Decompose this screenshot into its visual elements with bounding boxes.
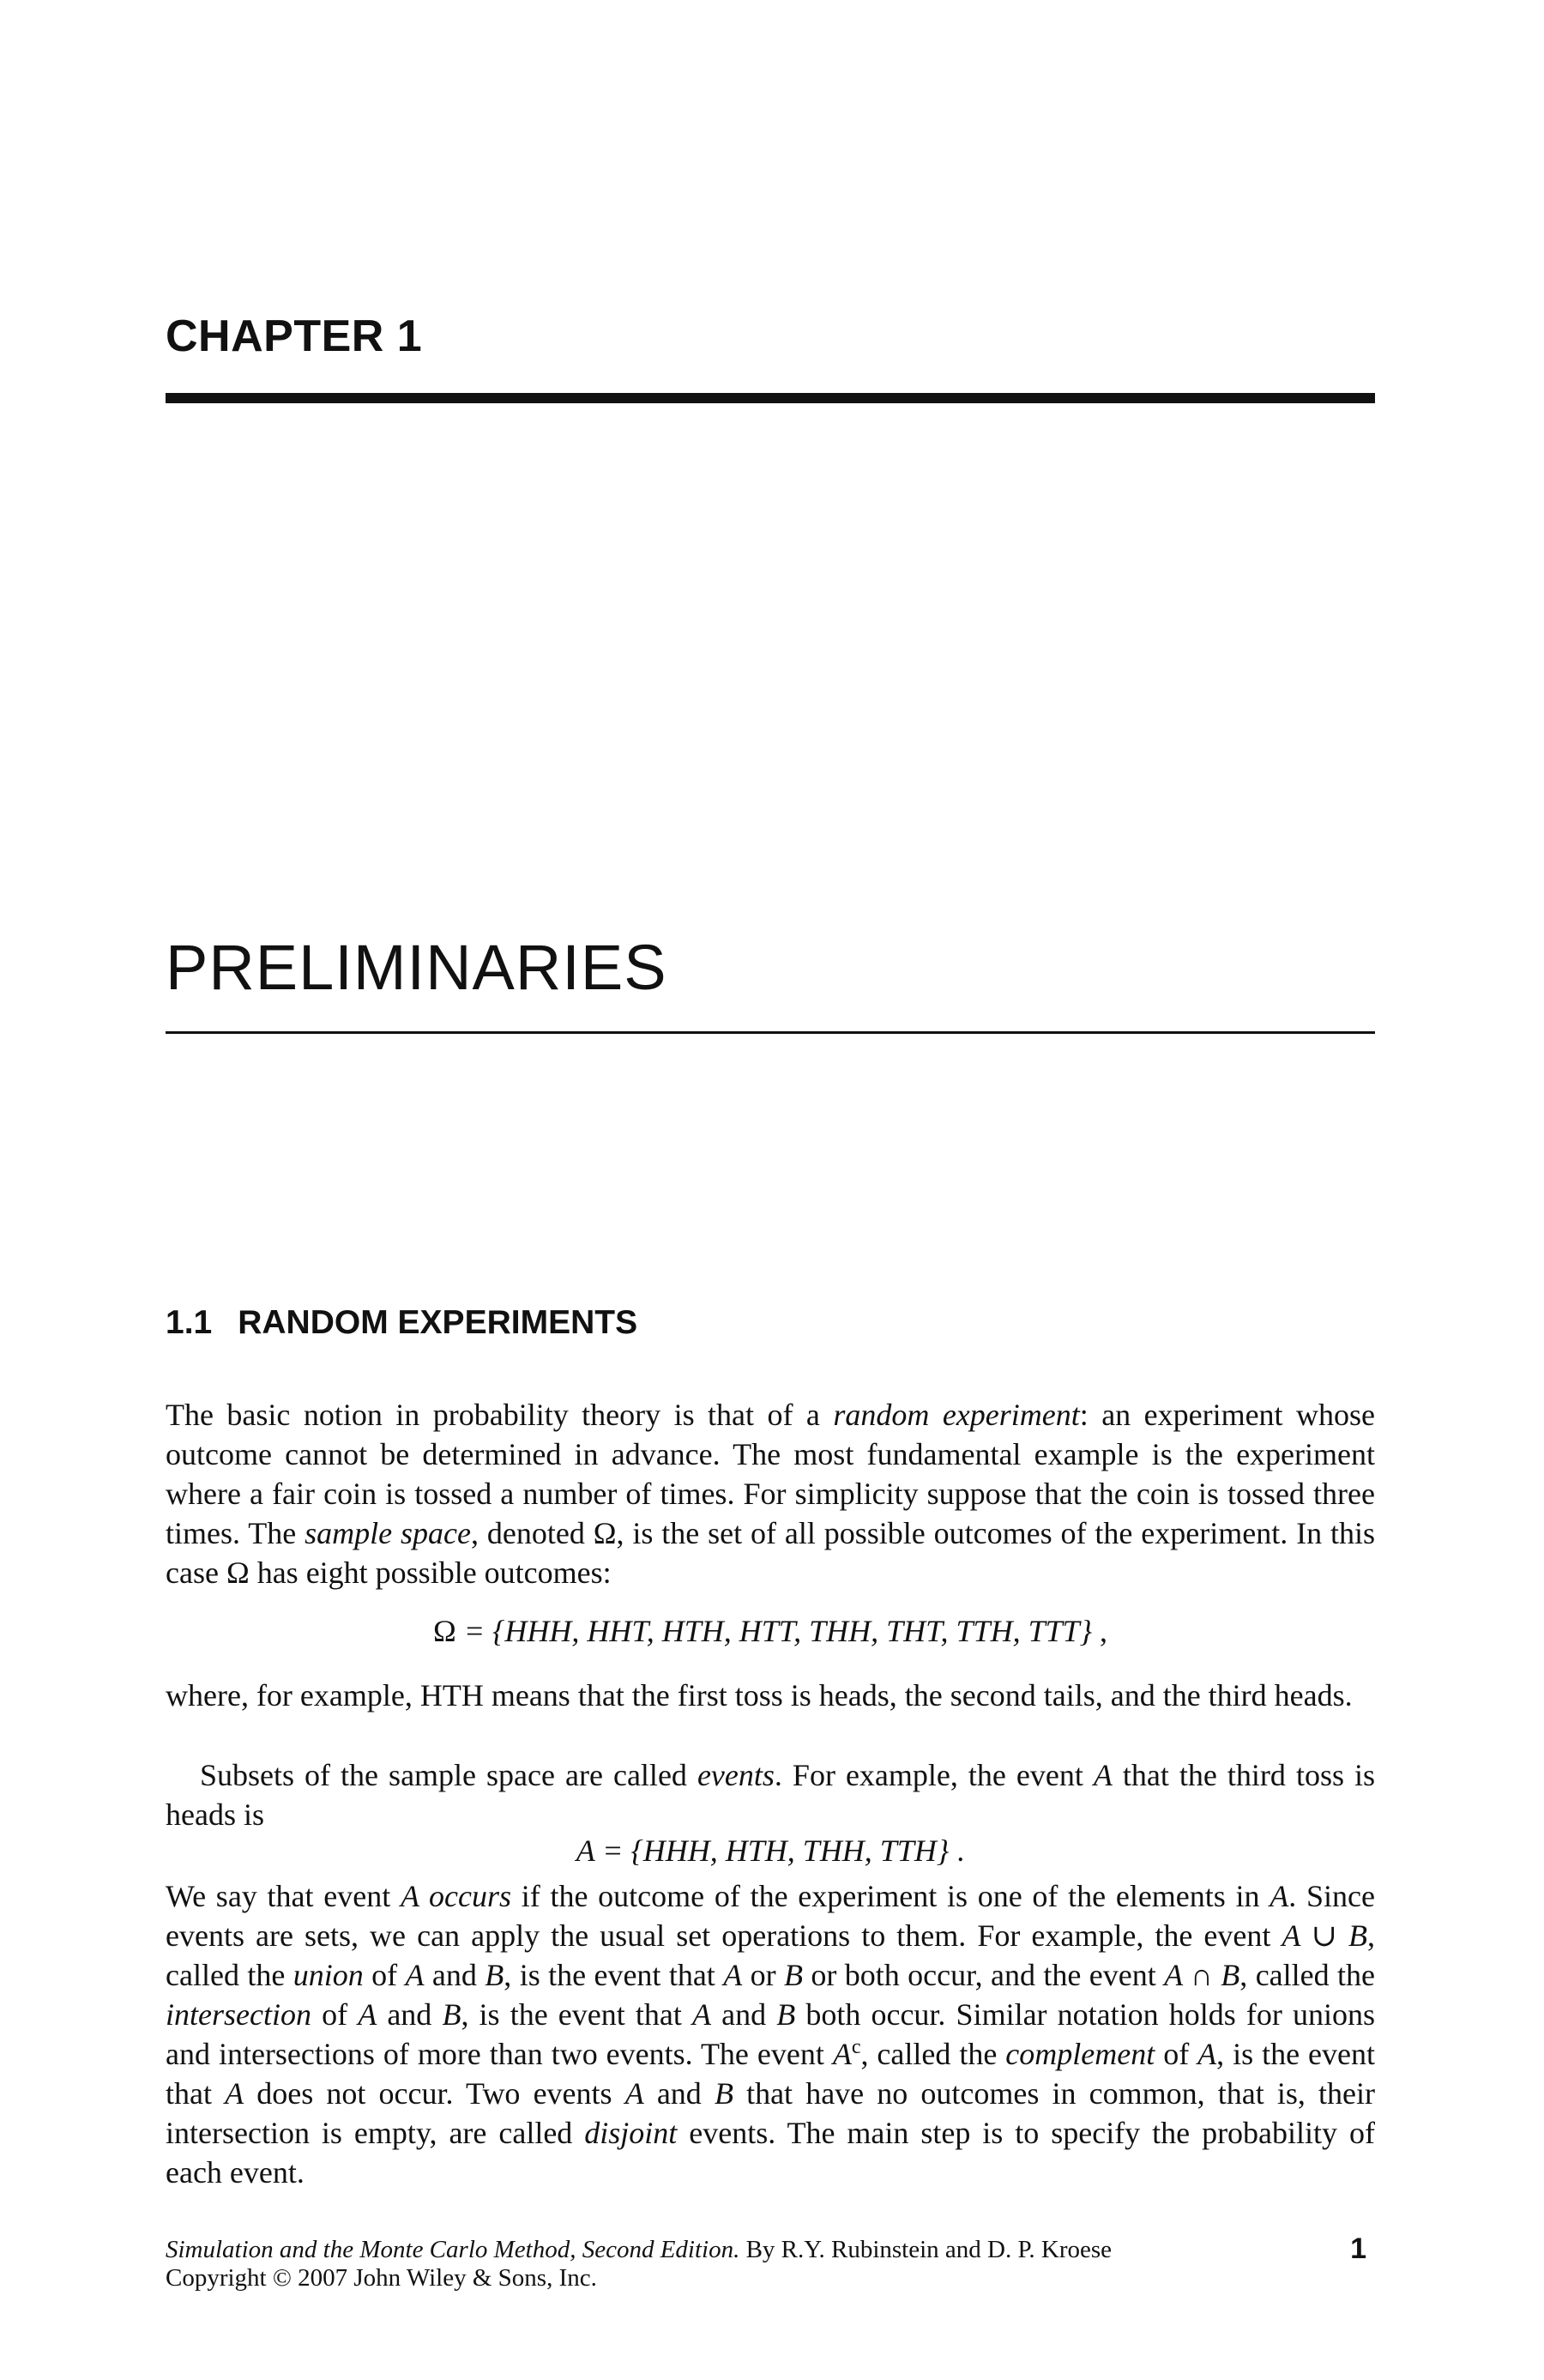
footer-book-title: Simulation and the Monte Carlo Method, Second Edition. (166, 2236, 740, 2263)
term-disjoint: disjoint (584, 2116, 678, 2150)
paragraph-3: Subsets of the sample space are called events. For example, the event A that the third toss is heads is (166, 1758, 1376, 1832)
term-complement: complement (1005, 2037, 1155, 2071)
paragraph-4: We say that event A occurs if the outcome of the experiment is one of the elements in A. Since events are sets, we can apply the usual set operations to them. For example, the event A ∪ B, called the union of A and B, is the event that A or B or both occur, and the event A ∩ B, called the intersection of A and B, is the event that A and B both occur. Similar notation holds for unions and intersections of more than two events. The event $A^c$, called the complement of A, is the event that A does not occur. Two events A and B that have no outcomes in common, that is, their intersection is empty, are called disjoint events. The main step is to specify the probability of each event. (166, 1879, 1376, 2190)
term-events: events (697, 1758, 775, 1792)
term-intersection: intersection (166, 1997, 311, 2032)
section-heading (166, 1304, 637, 1342)
term-sample-space: sample space (305, 1516, 471, 1550)
term-random-experiment: random experiment (833, 1398, 1080, 1432)
chapter-rule-thick (166, 393, 1375, 403)
paragraph-1: The basic notion in probability theory is that of a random experiment: an experiment whose outcome cannot be determined in advance. The most fundamental example is the experiment where a fair coin is tossed a number of times. For simplicity suppose that the coin is tossed three times. The sample space, denoted Ω, is the set of all possible outcomes of the experiment. In this case Ω has eight possible outcomes: (166, 1398, 1376, 1590)
page-footer (166, 2232, 1375, 2292)
equation-sample-space: Ω = {HHH, HHT, HTH, HTT, THH, THT, TTH, TTT} , (432, 1614, 1108, 1648)
footer-authors: By R.Y. Rubinstein and D. P. Kroese (739, 2236, 1113, 2263)
page-number: 1 (1350, 2232, 1366, 2265)
chapter-rule-thin (166, 1031, 1375, 1034)
footer-copyright: Copyright © 2007 John Wiley & Sons, Inc. (166, 2264, 597, 2292)
footer-citation (166, 2236, 1375, 2264)
term-union: union (293, 1958, 364, 1992)
chapter-label: CHAPTER 1 (166, 311, 423, 361)
equation-event-a: A = {HHH, HTH, THH, TTH} . (576, 1833, 965, 1868)
term-occurs: occurs (419, 1879, 511, 1913)
section-title: RANDOM EXPERIMENTS (238, 1304, 638, 1341)
paragraph-2: where, for example, HTH means that the first toss is heads, the second tails, and the third heads. (166, 1678, 1353, 1713)
chapter-title: PRELIMINARIES (166, 932, 667, 1003)
section-number: 1.1 (166, 1304, 213, 1341)
